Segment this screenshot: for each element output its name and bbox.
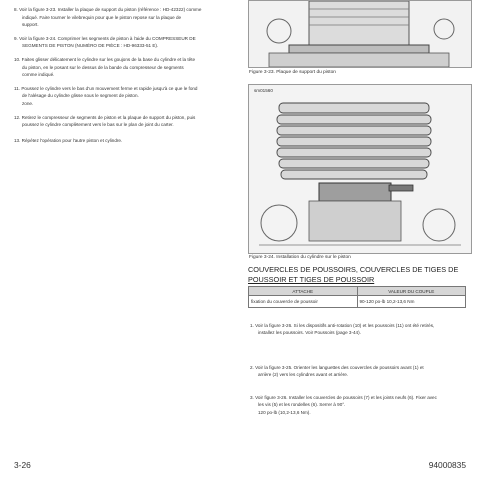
figure-3-23-caption: Figure 3-23. Plaque de support du piston bbox=[249, 70, 336, 75]
step-13: 13. Répétez l'opération pour l'autre piston et cylindre. bbox=[14, 137, 123, 143]
torque-spec-table bbox=[248, 286, 466, 308]
right-step-1: 1. Voir la figure 3-26. Si les dispositifs anti-rotation (10) et les poussoirs (11) ont été retirés, installez les poussoirs. Voir Poussoirs (page 3-44). bbox=[250, 323, 435, 336]
table-header: VALEUR DU COUPLE bbox=[357, 287, 466, 296]
right-step-3: 3. Voir figure 3-26. Installer les couvercles de poussoirs (7) et les joints neufs (6). Fixer avec les vis (5) et les rondelles (6). Serrer à 90°. 120 po-lb (10,2-13,6 Nm). bbox=[250, 395, 437, 415]
cylinder-illustration bbox=[249, 85, 471, 253]
document-number: 94000835 bbox=[428, 460, 466, 470]
figure-piston-support-plate bbox=[248, 0, 472, 68]
left-column-steps bbox=[14, 6, 240, 144]
section-title: COUVERCLES DE POUSSOIRS, COUVERCLES DE TIGES DE POUSSOIR ET TIGES DE POUSSOIR bbox=[248, 265, 459, 284]
table-header-row bbox=[249, 287, 466, 296]
table-row bbox=[249, 296, 466, 308]
table-cell: fixation du couvercle de poussoir bbox=[249, 296, 358, 308]
step-8: 8. Voir la figure 3-23. Installer la plaque de support du piston (référence : HD-42322) comme indiqué. Faire tourner le vilebrequin pour que le piston repose sur la plaque de support. bbox=[14, 7, 202, 28]
step-12: 12. Retirez le compresseur de segments de piston et la plaque de support du piston, puis poussez le cylindre complètement vers le bas sur le plan de joint du carter. bbox=[14, 114, 196, 128]
figure-cylinder-installation bbox=[248, 84, 472, 254]
right-step-2: 2. Voir la figure 3-25. Orienter les languettes des couvercles de poussoirs avant (1) et arrière (2) vers les cylindres avant et arrière. bbox=[250, 365, 424, 378]
step-9: 9. Voir la figure 3-24. Comprimer les segments de piston à l'aide du COMPRESSEUR DE SEGMENTS DE PISTON (NUMÉRO DE PIÈCE : HD-96333-51 E). bbox=[14, 35, 196, 49]
figure-3-24-caption: Figure 3-24. Installation du cylindre sur le piston bbox=[249, 255, 351, 260]
figure-id-label: sm01560 bbox=[254, 88, 273, 93]
table-cell: 90-120 po-lb 10,2-13,6 Nm bbox=[357, 296, 466, 308]
piston-plate-illustration bbox=[249, 1, 471, 67]
table-header: ATTACHE bbox=[249, 287, 358, 296]
step-10: 10. Faites glisser délicatement le cylindre sur les goujons de la base du cylindre et la tête du piston, en le posant sur le dessus de la bande du compresseur de segments comme indiqué. bbox=[14, 56, 196, 78]
page-number: 3-26 bbox=[14, 460, 31, 470]
step-11: 11. Poussez le cylindre vers le bas d'un mouvement ferme et rapide jusqu'à ce que le fond de l'alésage du cylindre glisse sous le segment de piston. zone. bbox=[14, 85, 198, 106]
